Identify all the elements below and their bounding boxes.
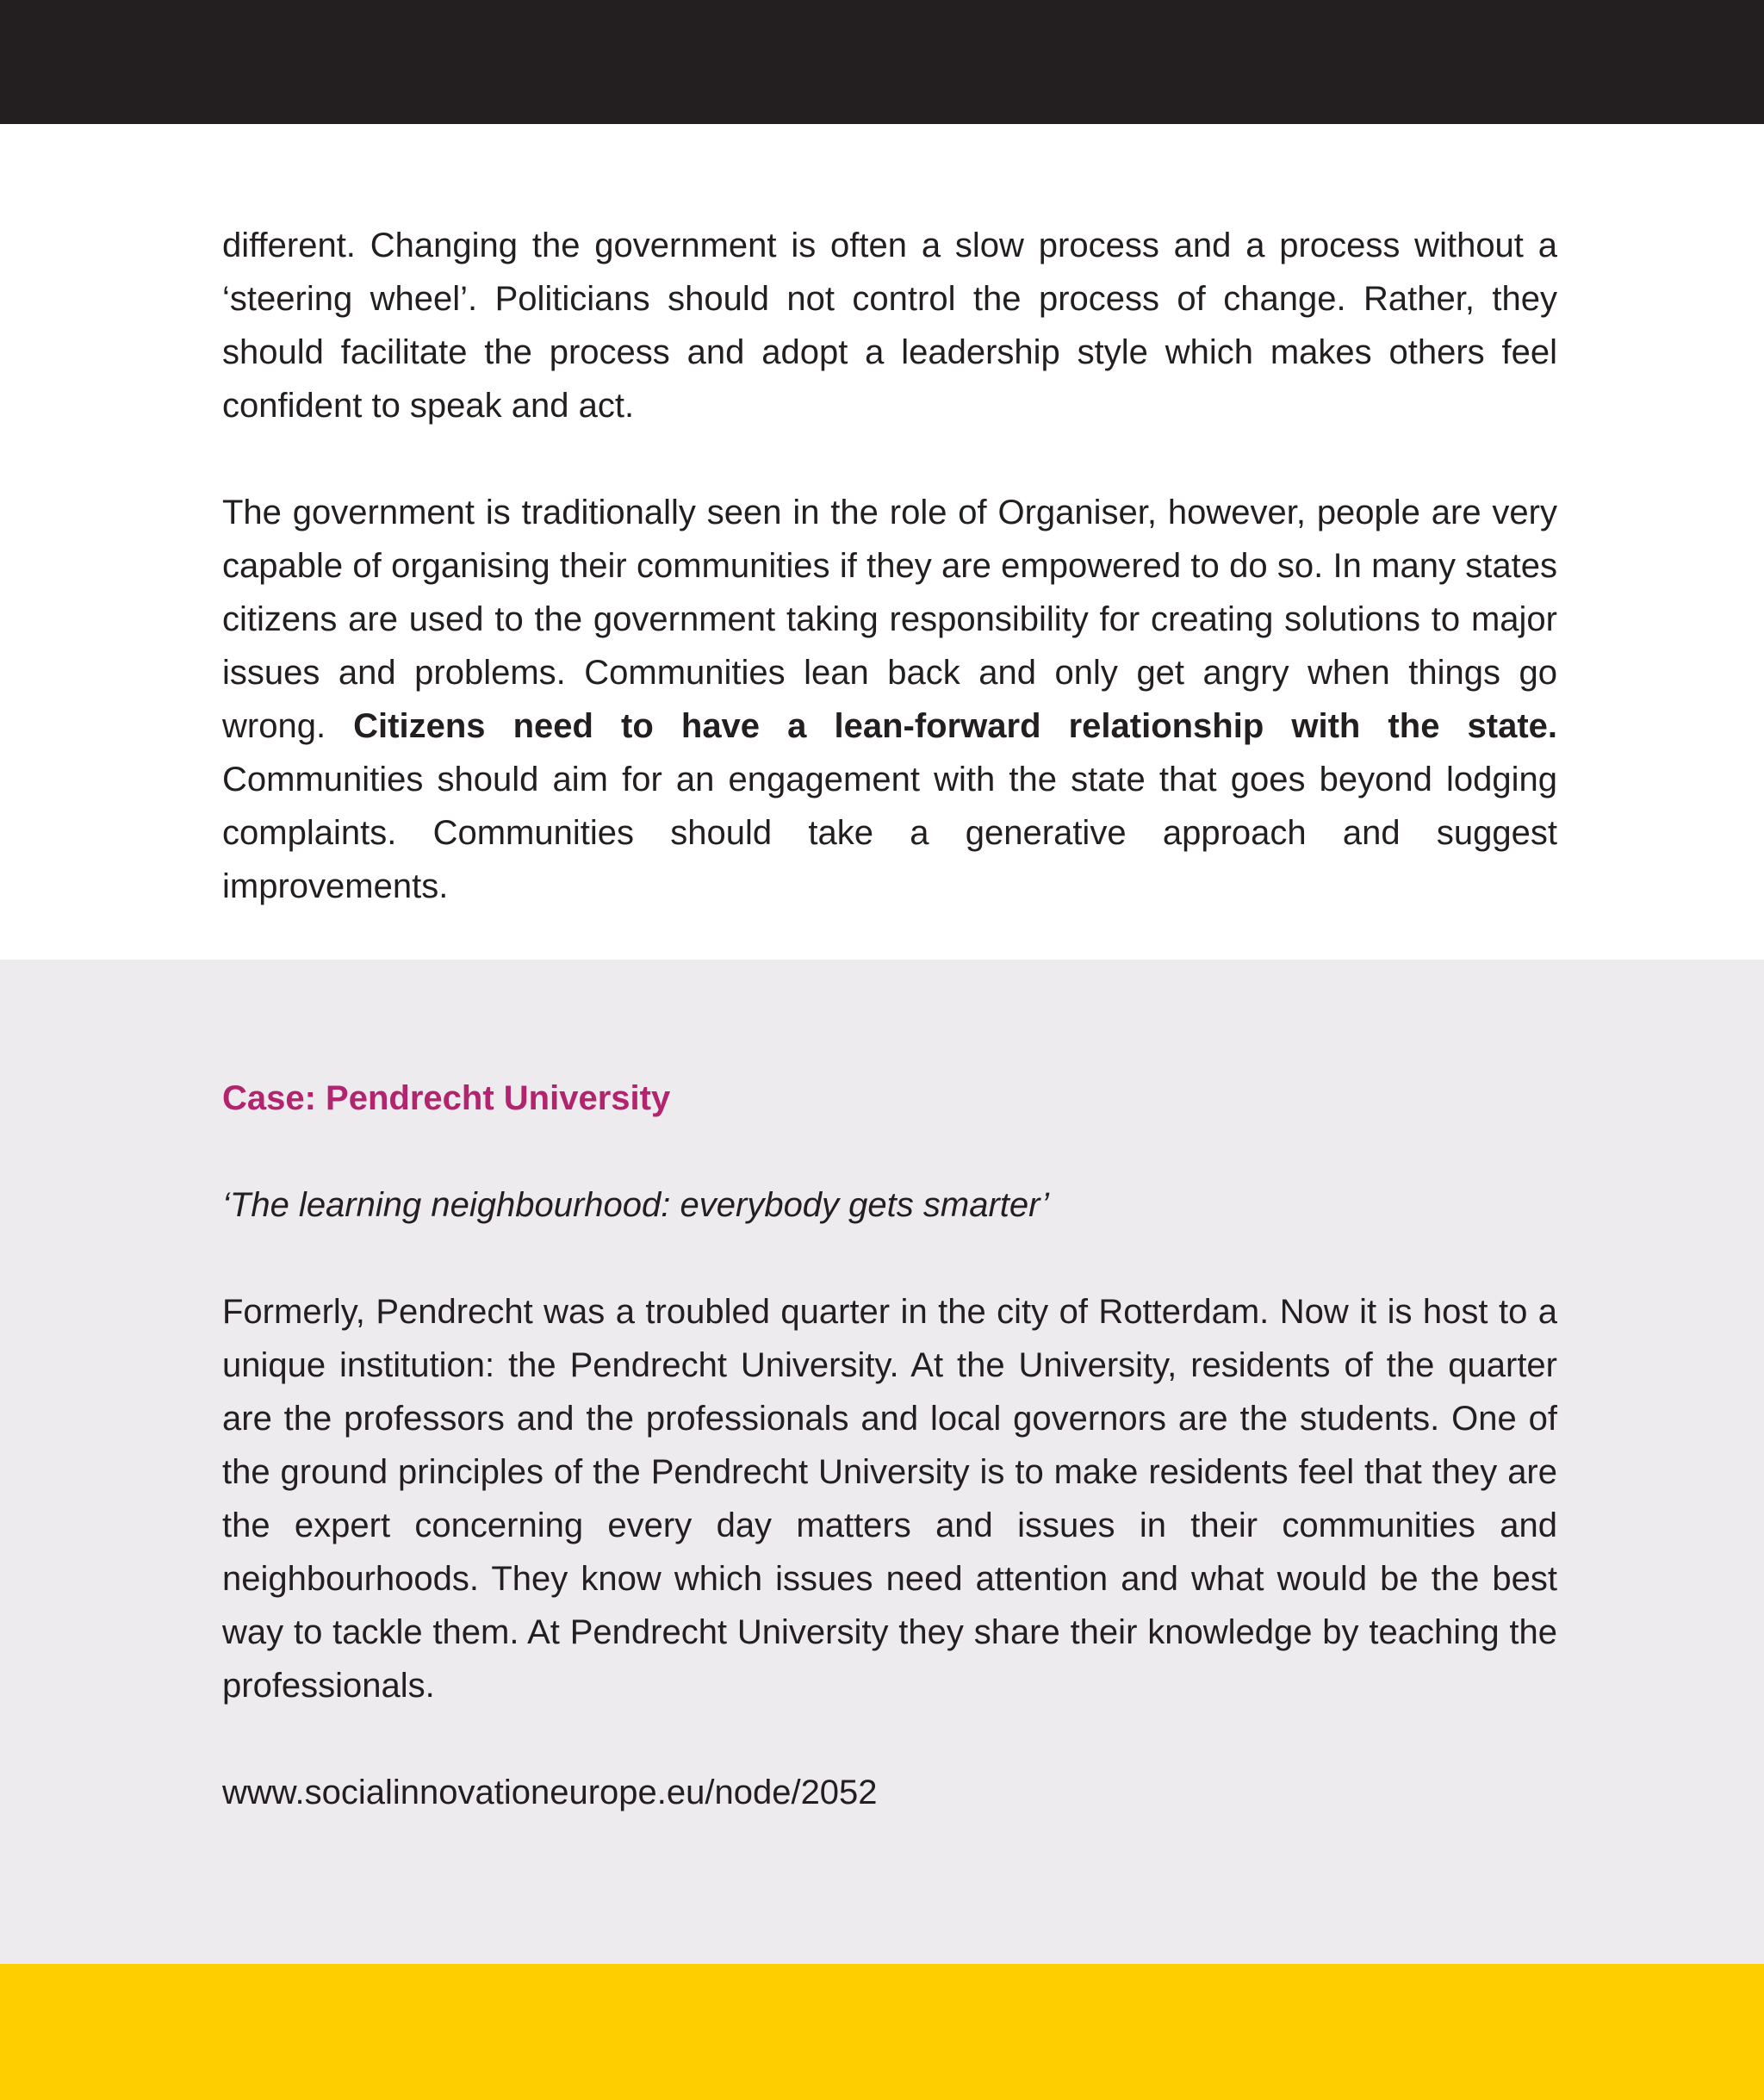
bottom-footer-band — [0, 1964, 1764, 2100]
top-header-band — [0, 0, 1764, 124]
paragraph-2-emphasis: Citizens need to have a lean-forward relationship with the state. — [353, 707, 1558, 745]
paragraph-2-text-start: The government is traditionally seen in the role of Organiser, however, people are very capable of organising their communities if they are empowered to do so. In many states citizens are used to the government taking responsibility for creating solutions to major issues and problems. Communities lean back and only get angry when things go wrong. — [222, 494, 1557, 745]
paragraph-2-text-end: Communities should aim for an engagement with the state that goes beyond lodging complaints. Communities should take a generative approach and suggest improvements. — [222, 761, 1557, 905]
case-body: Formerly, Pendrecht was a troubled quarter in the city of Rotterdam. Now it is host to a unique institution: the Pendrecht University. At the University, residents of the quarter are the professors and the professionals and local governors are the students. One of the ground principles of the Pendrecht University is to make residents feel that they are the expert concerning every day matters and issues in their communities and neighbourhoods. They know which issues need attention and what would be the best way to tackle them. At Pendrecht University they share their knowledge by teaching the professionals. — [222, 1293, 1557, 1705]
case-link[interactable]: www.socialinnovationeurope.eu/node/2052 — [222, 1774, 878, 1811]
case-study-content — [222, 1072, 1557, 1819]
paragraph-1: different. Changing the government is often a slow process and a process without a ‘steering wheel’. Politicians should not control the process of change. Rather, they should facilitate the process and adopt a leadership style which makes others feel confident to speak and act. — [222, 227, 1557, 425]
main-text-section — [222, 219, 1557, 913]
case-study-box — [0, 960, 1764, 1964]
case-subtitle: ‘The learning neighbourhood: everybody gets smarter’ — [222, 1186, 1049, 1224]
case-title: Case: Pendrecht University — [222, 1079, 671, 1117]
paragraph-2 — [222, 486, 1557, 913]
